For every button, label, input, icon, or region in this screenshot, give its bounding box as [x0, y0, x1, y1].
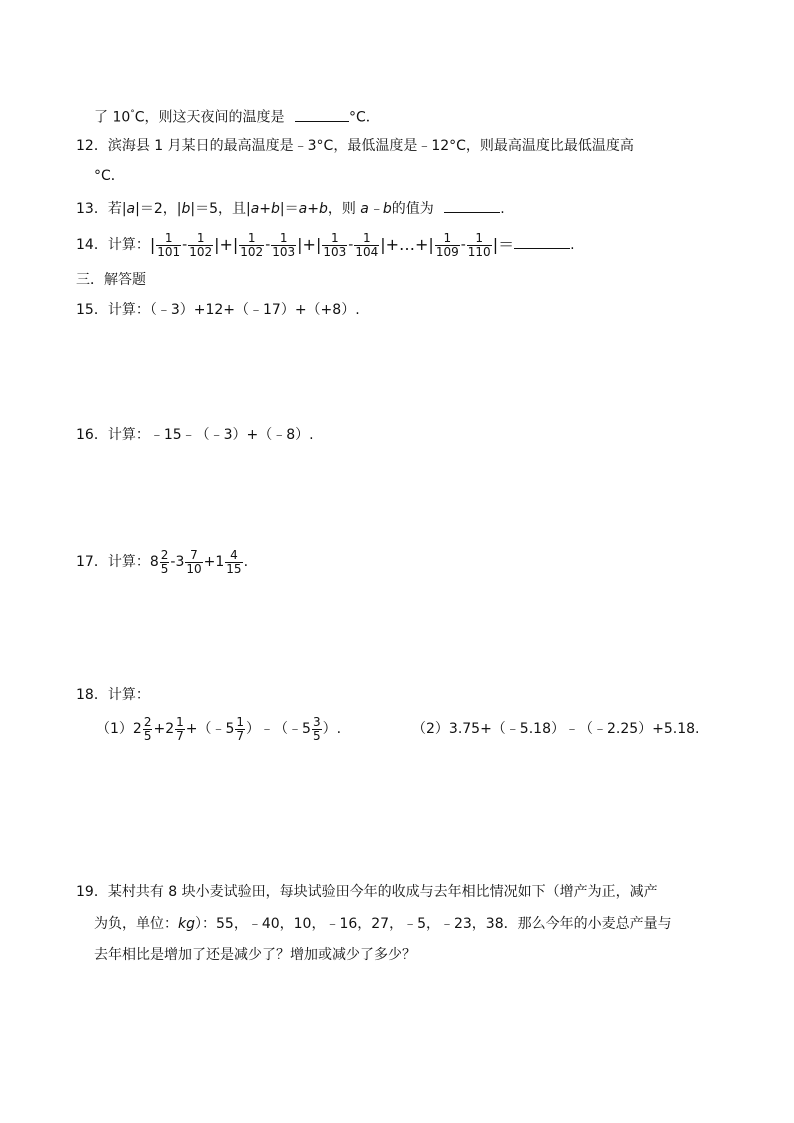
fraction: $\frac{1}{104}$	[355, 230, 379, 259]
q18-part1: （1）2 $\frac{2}{5}$ +2 $\frac{1}{7}$ +（﹣5 $\frac{1}{7}$ ）﹣（﹣5 $\frac{3}{5}$ ）.	[96, 714, 342, 743]
fraction: $\frac{7}{10}$	[186, 547, 202, 576]
fraction: $\frac{1}{103}$	[323, 230, 347, 259]
fraction: $\frac{1}{7}$	[236, 714, 245, 743]
q19-line2: 为负，单位：kg）：55，﹣40，10，﹣16，27，﹣5，﹣23，38．那么今年的小麦总产量与	[94, 916, 672, 932]
fraction: $\frac{1}{102}$	[189, 230, 213, 259]
answer-blank[interactable]	[514, 234, 570, 249]
q17-line: 17．计算：8 $\frac{2}{5}$ -3 $\frac{7}{10}$ +1 $\frac{4}{15}$ .	[76, 547, 249, 576]
q16-line: 16．计算：﹣15﹣（﹣3）+（﹣8）.	[76, 427, 314, 443]
fraction: $\frac{1}{7}$	[176, 714, 184, 743]
q12-line2	[94, 166, 125, 186]
section-heading: 三．解答题	[76, 272, 146, 288]
fraction: $\frac{2}{5}$	[160, 547, 169, 576]
q12-line1: 12．滨海县 1 月某日的最高温度是﹣3°C，最低温度是﹣12°C，则最高温度比最低温度高	[76, 138, 634, 154]
q19-line3: 去年相比是增加了还是减少了？增加或减少了多少？	[94, 947, 416, 963]
q15-line: 15．计算：（﹣3）+12+（﹣17）+（+8）.	[76, 302, 360, 318]
fraction: $\frac{1}{109}$	[435, 230, 459, 259]
answer-blank-unit: °C．	[94, 168, 125, 184]
fraction: $\frac{4}{15}$	[226, 547, 242, 576]
fraction: $\frac{1}{110}$	[467, 230, 491, 259]
q11-line: 了 10°C，则这天夜间的温度是 °C．	[94, 104, 380, 128]
answer-blank[interactable]	[295, 107, 349, 122]
q19-line1: 19．某村共有 8 块小麦试验田，每块试验田今年的收成与去年相比情况如下（增产为正，减产	[76, 884, 658, 900]
q18-line: 18．计算：	[76, 687, 150, 703]
fraction: $\frac{2}{5}$	[143, 714, 152, 743]
fraction: $\frac{1}{102}$	[240, 230, 264, 259]
q14-line: 14．计算：| $\frac{1}{101}$ - $\frac{1}{102}$ |+| $\frac{1}{102}$ - $\frac{1}{103}$ |+| $\frac{1}{103}$ - $\frac{1}{104}$ |+…+| $\frac{1}{109}$ - $\frac{1}{110}$ |＝ .	[76, 230, 575, 259]
q18-part2: （2）3.75+（﹣5.18）﹣（﹣2.25）+5.18.	[412, 721, 700, 737]
fraction: $\frac{1}{103}$	[272, 230, 296, 259]
answer-blank[interactable]	[444, 198, 500, 213]
fraction: $\frac{1}{101}$	[157, 230, 181, 259]
q13-line: 13．若|a|＝2，|b|＝5，且|a+b|＝a+b，则 a﹣b的值为 .	[76, 198, 505, 219]
fraction: $\frac{3}{5}$	[312, 714, 321, 743]
